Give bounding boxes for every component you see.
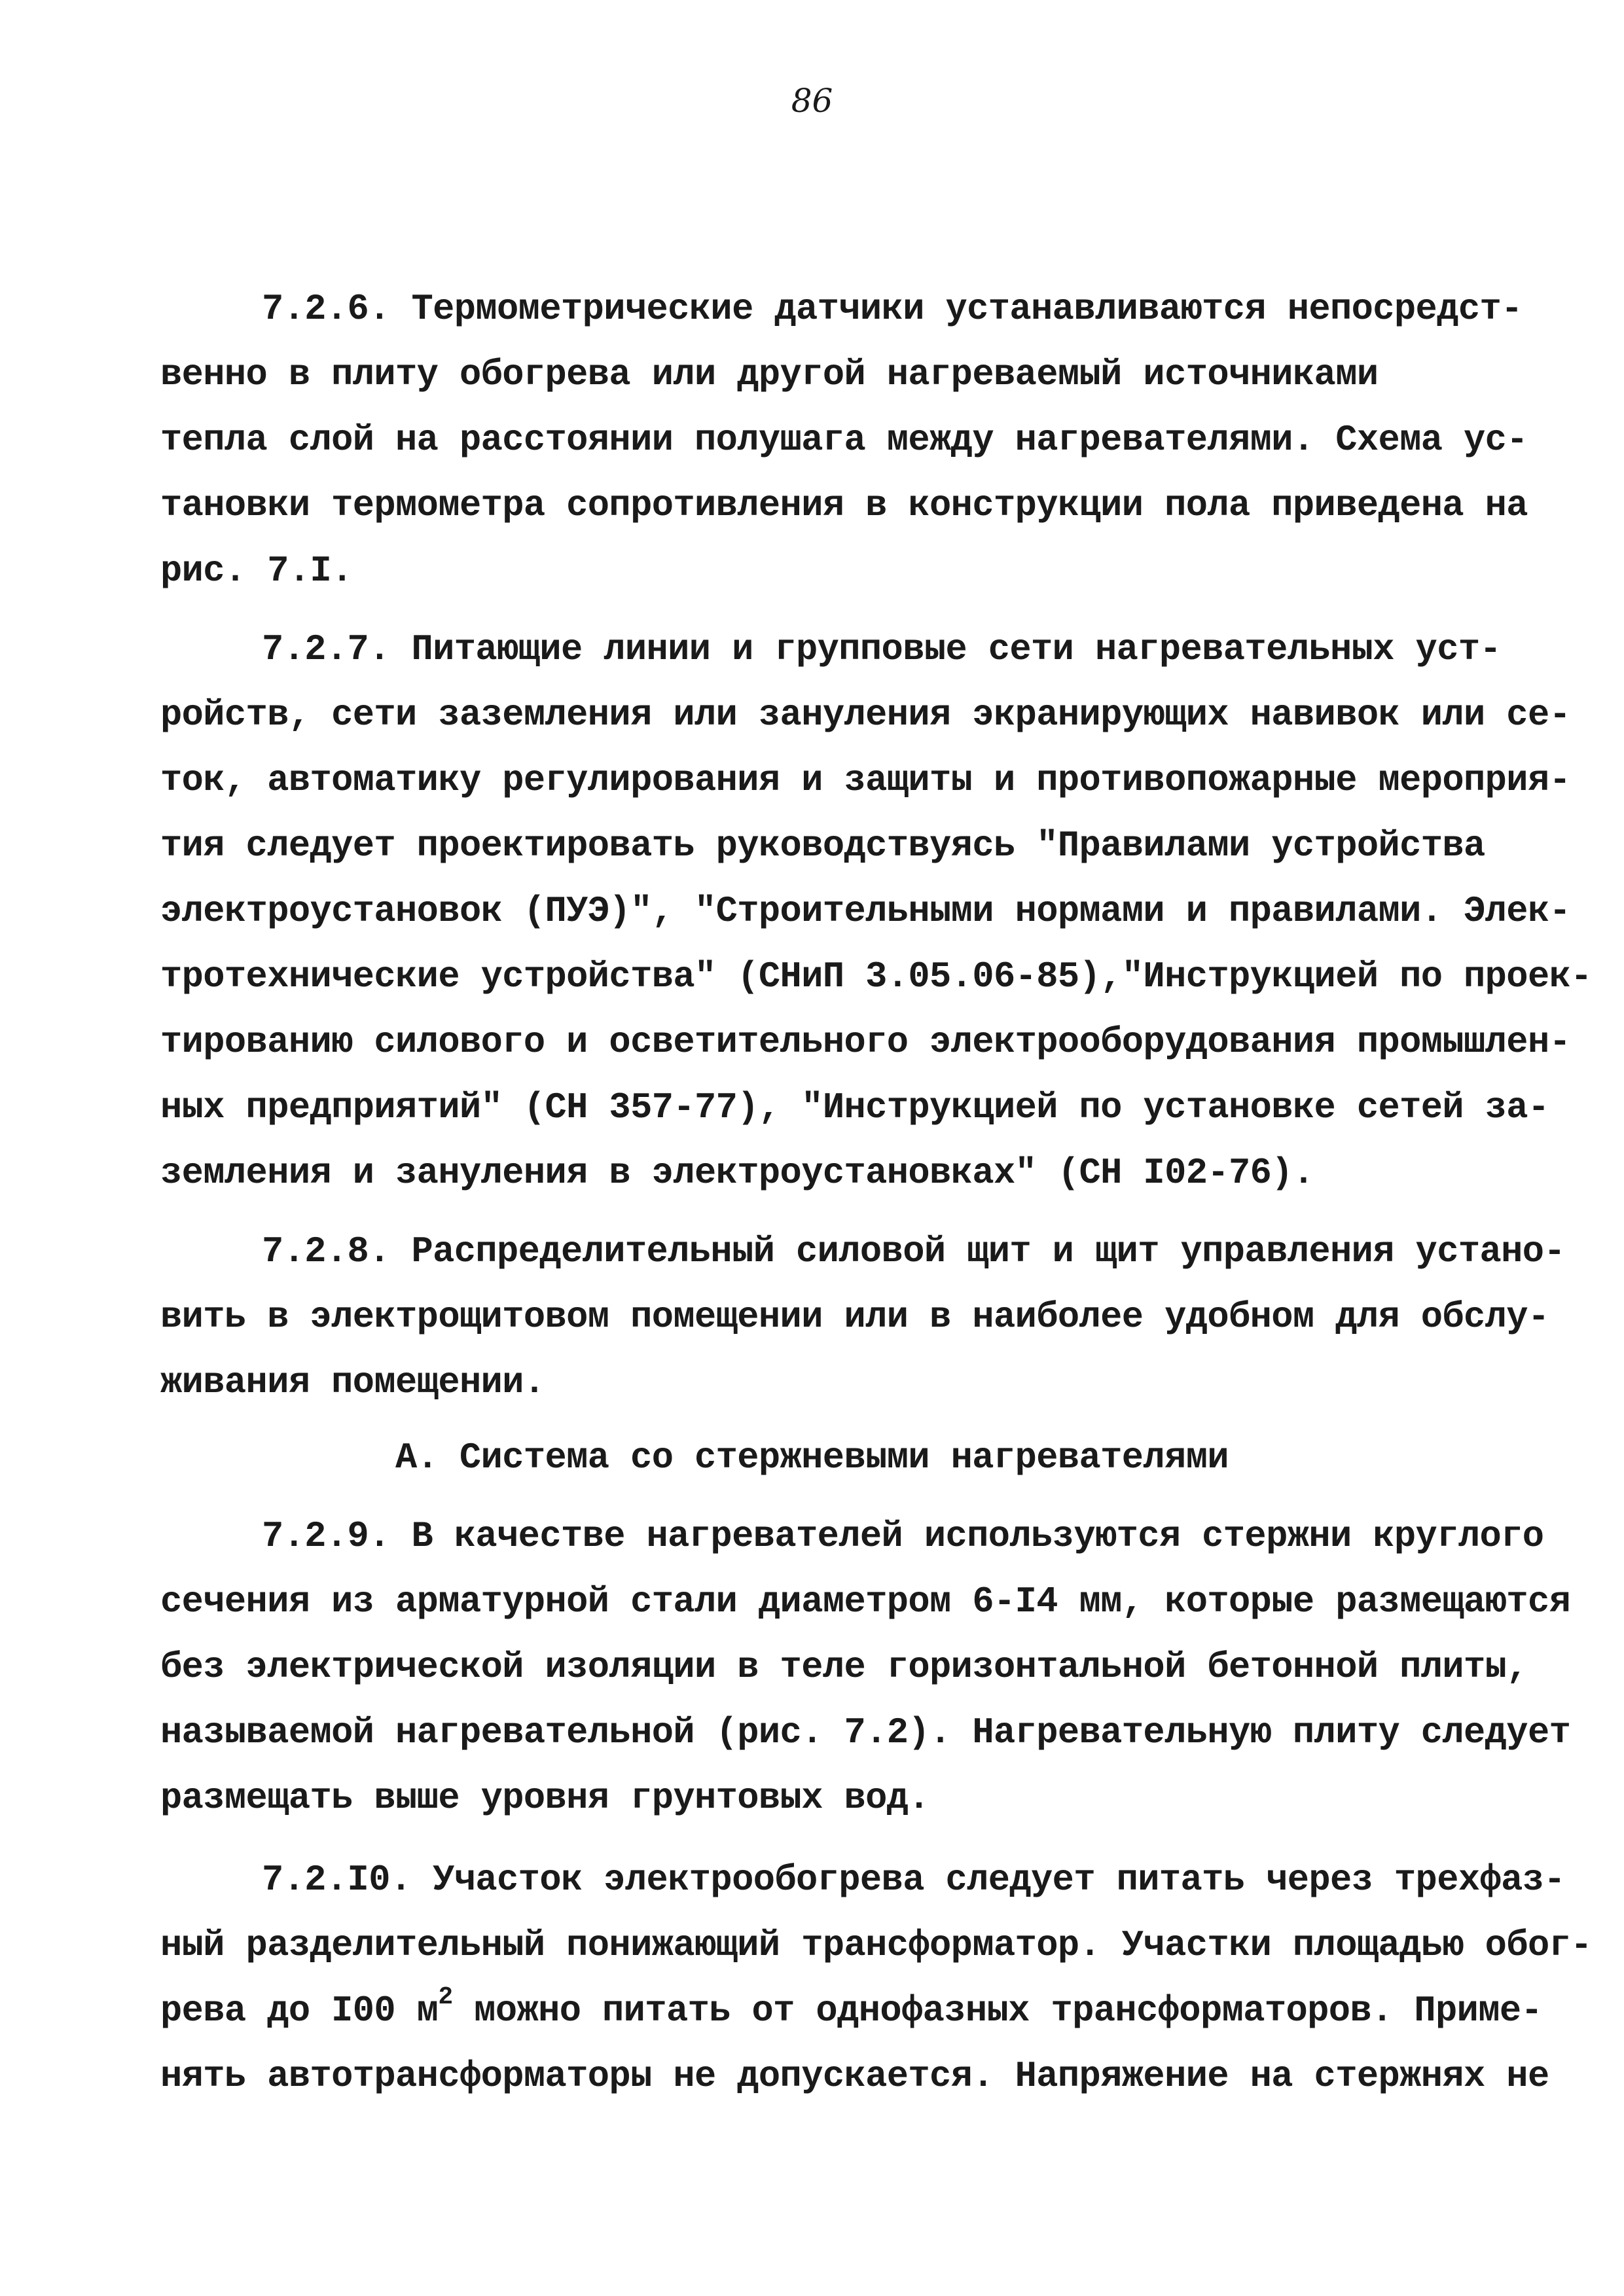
- paragraph-7-2-7-line: 7.2.7. Питающие линии и групповые сети нагревательных уст-: [262, 629, 1502, 670]
- paragraph-7-2-9-line: размещать выше уровня грунтовых вод.: [160, 1778, 930, 1819]
- paragraph-7-2-9-line: 7.2.9. В качестве нагревателей используются стержни круглого: [262, 1516, 1544, 1557]
- area-text-before: рева до I00 м: [160, 1990, 439, 2032]
- paragraph-7-2-10-line: ный разделительный понижающий трансформатор. Участки площадью обог-: [160, 1925, 1592, 1966]
- paragraph-7-2-8-line: живания помещении.: [160, 1362, 545, 1403]
- paragraph-7-2-7-line: земления и зануления в электроустановках" (СН I02-76).: [160, 1153, 1314, 1194]
- paragraph-7-2-9-line: без электрической изоляции в теле горизонтальной бетонной плиты,: [160, 1647, 1528, 1688]
- area-text-after: можно питать от однофазных трансформаторов. Приме-: [452, 1990, 1543, 2032]
- page-number: 86: [791, 82, 833, 120]
- paragraph-7-2-9-line: сечения из арматурной стали диаметром 6-I4 мм, которые размещаются: [160, 1581, 1571, 1623]
- paragraph-7-2-7-line: тия следует проектировать руководствуясь "Правилами устройства: [160, 825, 1485, 867]
- paragraph-7-2-6-line: тановки термометра сопротивления в конструкции пола приведена на: [160, 485, 1528, 526]
- paragraph-7-2-7-line: тированию силового и осветительного электрооборудования промышлен-: [160, 1022, 1571, 1063]
- paragraph-7-2-6-line: 7.2.6. Термометрические датчики устанавливаются непосредст-: [262, 289, 1523, 330]
- paragraph-7-2-7-line: ток, автоматику регулирования и защиты и противопожарные мероприя-: [160, 760, 1571, 801]
- paragraph-7-2-9-line: называемой нагревательной (рис. 7.2). Нагревательную плиту следует: [160, 1712, 1571, 1753]
- paragraph-7-2-8-line: 7.2.8. Распределительный силовой щит и щит управления устано-: [262, 1231, 1566, 1272]
- paragraph-7-2-6-line: тепла слой на расстоянии полушага между нагревателями. Схема ус-: [160, 420, 1528, 461]
- paragraph-7-2-6-line: венно в плиту обогрева или другой нагреваемый источниками: [160, 354, 1379, 395]
- area-exponent: 2: [438, 1983, 453, 2011]
- paragraph-7-2-8-line: вить в электрощитовом помещении или в наиболее удобном для обслу-: [160, 1297, 1549, 1338]
- paragraph-7-2-10-line: нять автотрансформаторы не допускается. Напряжение на стержнях не: [160, 2056, 1549, 2097]
- paragraph-7-2-7-line: ройств, сети заземления или зануления экранирующих навивок или се-: [160, 694, 1571, 736]
- paragraph-7-2-7-line: тротехнические устройства" (СНиП 3.05.06-85),"Инструкцией по проек-: [160, 956, 1592, 997]
- section-heading: А. Система со стержневыми нагревателями: [395, 1437, 1229, 1479]
- paragraph-7-2-6-line: рис. 7.I.: [160, 550, 353, 592]
- paragraph-7-2-7-line: электроустановок (ПУЭ)", "Строительными нормами и правилами. Элек-: [160, 891, 1571, 932]
- paragraph-7-2-10-line: 7.2.I0. Участок электрообогрева следует питать через трехфаз-: [262, 1859, 1566, 1901]
- paragraph-7-2-10-line-area: [160, 1983, 1543, 2032]
- paragraph-7-2-7-line: ных предприятий" (СН 357-77), "Инструкцией по установке сетей за-: [160, 1087, 1549, 1128]
